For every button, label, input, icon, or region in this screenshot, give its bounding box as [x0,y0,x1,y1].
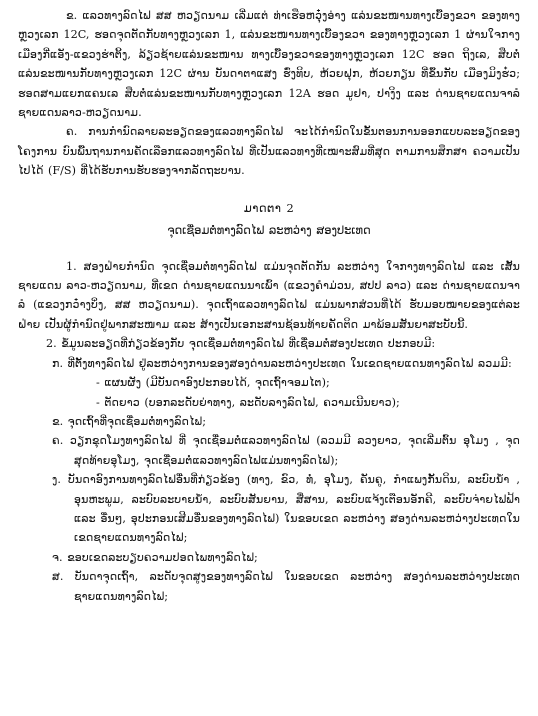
article-title: ຈຸດເຊື່ອມຕໍ່ທາງລົດໄຟ ລະຫວ່າງ ສອງປະເທດ [167,222,371,237]
dash-item: - ຕັດຍາວ (ບອກລະດັບຍ່າທາງ, ລະດັບລາງລົດໄຟ, ຄວາມເນີນຍາວ); [96,395,400,409]
sub-item: ກ. ທີ່ຕັ້ງທາງລົດໄຟ ຢູ່ລະຫວ່າງການຂອງສອງດ່ານລະຫວ່າງປະເທດ ໃນເຂດຊາຍແດນທາງລົດໄຟ ລວມມີ: [52,356,512,370]
sub-item: ຄ. ວຽກຂຸດໂມງທາງລົດໄຟ ທີ່ ຈຸດເຊື່ອມຕໍ່ແລວທາງລົດໄຟ (ລວມມີ ລວງຍາວ, ຈຸດເລີ່ມຕົ້ນ ອຸໂມງ , ຈຸດສຸດທ້າຍອຸໂມງ, ຈຸດເຊື່ອມຕໍ່ແລວທາງລົດໄຟແມ່ນທາງລົດໄຟ); [52,434,520,467]
dash-item: - ແຜນຜັງ (ມີບັນດາອົງປະກອບໄດ້, ຈຸດເຖົ້າຈອມໄຕ); [96,376,330,390]
paragraph-kho: ຂ. ແລວທາງລົດໄຟ ສສ ຫວຽດນາມ ເລີ່ມແຕ່ ທ່າເຮືອຫວຸ໋ງອ່າງ ແລ່ນຂະໜານທາງເບື້ອງຂວາ ຂອງທາງຫຼວງເລກ 12C, ຮອດຈຸດຕັດກັບທາງຫຼວງເລກ 1, ແລ່ນຂະໜານທາງເບື້ອງຂວາ ຂອງທາງຫຼວງເລກ 1 ຜ່ານໃຈກາງເມືອງກີ່ແອັງ-ແຂວງຮ່າຕິ້ງ, ລ້ຽວຊ້າຍແລ່ນຂະໜານ ທາງເບື້ອງຂວາຂອງທາງຫຼວງເລກ 12C ຮອດ ຖິງເລ, ສືບຕໍ່ແລ່ນຂະໜານກັບທາງຫຼວງເລກ 12C ຜ່ານ ບັນດາຕາແສງ ຮົ່ງທິບ, ຫ້ວຍຝຸກ, ຫ້ວຍກຽນ ທີ່ຂຶ້ນກັບ ເມືອງມິງຮ໋ວ; ຮອດສາມແຍກແຄນເລ ສືບຕໍ່ແລ່ນຂະໜານກັບທາງຫຼວງເລກ 12A ຮອດ ມູຢາ, ປາງິງ ແລະ ດ່ານຊາຍແດນຈາລໍ ຊາຍແດນລາວ-ຫວຽດນາມ. [18,9,520,120]
list-item: 1. ສອງຝ່າຍກຳນົດ ຈຸດເຊື່ອມຕໍ່ທາງລົດໄຟ ແມ່ນຈຸດຕັດກັນ ລະຫວ່າງ ໃຈກາງທາງລົດໄຟ ແລະ ເສັ້ນຊາຍແດນ ລາວ-ຫວຽດນາມ, ທີ່ເຂດ ດ່ານຊາຍແດນນາເພົ້າ (ແຂວງຄຳມ່ວນ, ສປປ ລາວ) ແລະ ດ່ານຊາຍແດນຈາລໍ (ແຂວງກວ໋າງບິ່ງ, ສສ ຫວຽດນາມ). ຈຸດເຖົ້າແລວທາງລົດໄຟ ແມ່ນພາກສ່ວນທີ່ໄດ້ ຮັບມອບໝາຍຂອງແຕ່ລະຝ່າຍ ເປັນຜູ້ກຳນົດຢູ່ພາກສະໜາມ ແລະ ສ້າງເປັນເອກະສານຊ້ອນທ້າຍຄັດຕິດ ມາພ້ອມສັນຍາສະບັບນີ້. [18,259,520,331]
spacer [18,181,520,197]
sub-item: ສ. ບັນດາຈຸດເຖົ້າ, ລະດັບຈຸດສູງຂອງທາງລົດໄຟ ໃນຂອບເຂດ ລະຫວ່າງ ສອງດ່ານລະຫວ່າງປະເທດ ຊາຍແດນທາງລົດໄຟ; [52,570,520,603]
spacer [18,241,520,257]
sub-item: ງ. ບັນດາອົງການທາງລົດໄຟອື່ນທີ່ກ່ຽວຂ້ອງ (ທາງ, ຂົວ, ທໍ່, ອຸໂມງ, ຄັນຄູ, ກຳແພງກັ້ນດິນ, ລະບົບນ້ຳ , ອຸນຫະພູມ, ລະບົບລະບາຍນ້ຳ, ລະບົບສັນຍານ, ສື່ສານ, ລະບົບແຈ້ງເຕືອນອັກຄີ, ລະບົບຈ່າຍໄຟຟ້າ ແລະ ອື່ນໆ, ອຸປະກອນເສີມອື່ນຂອງທາງລົດໄຟ) ໃນຂອບເຂດ ລະຫວ່າງ ສອງດ່ານລະຫວ່າງປະເທດໃນເຂດຊາຍແດນທາງລົດໄຟ; [52,473,520,545]
list-item: 2. ຂໍ້ມູນລະອຽດທີ່ກ່ຽວຂ້ອງກັບ ຈຸດເຊື່ອມຕໍ່ທາງລົດໄຟ ທີ່ເຊື່ອມຕໍ່ສອງປະເທດ ປະກອບມີ: [46,337,436,351]
sub-item: ຈ. ຂອບເຂດລະບຽບຄວາມປອດໄພທາງລົດໄຟ; [52,550,258,564]
sub-item: ຂ. ຈຸດເຖົ້າທີ່ຈຸດເຊື່ອມຕໍ່ທາງລົດໄຟ; [52,414,206,428]
article-number: ມາດຕາ 2 [243,200,295,215]
paragraph-kho-2: ຄ. ການກຳນົດລາຍລະອຽດຂອງແລວທາງລົດໄຟ ຈະໄດ້ກຳນົດໃນຂັ້ນຕອນການອອກແບບລະອຽດຂອງໂຄງການ ບົນພື້ນຖານການຄັດເລືອກແລວທາງລົດໄຟ ທີ່ເປັນແລວທາງທີ່ເໝາະສົມທີ່ສຸດ ຕາມການສຶກສາ ຄວາມເປັນໄປໄດ້ (F/S) ທີ່ໄດ້ຮັບການຮັບຮອງຈາກລັດຖະບານ. [18,125,520,178]
